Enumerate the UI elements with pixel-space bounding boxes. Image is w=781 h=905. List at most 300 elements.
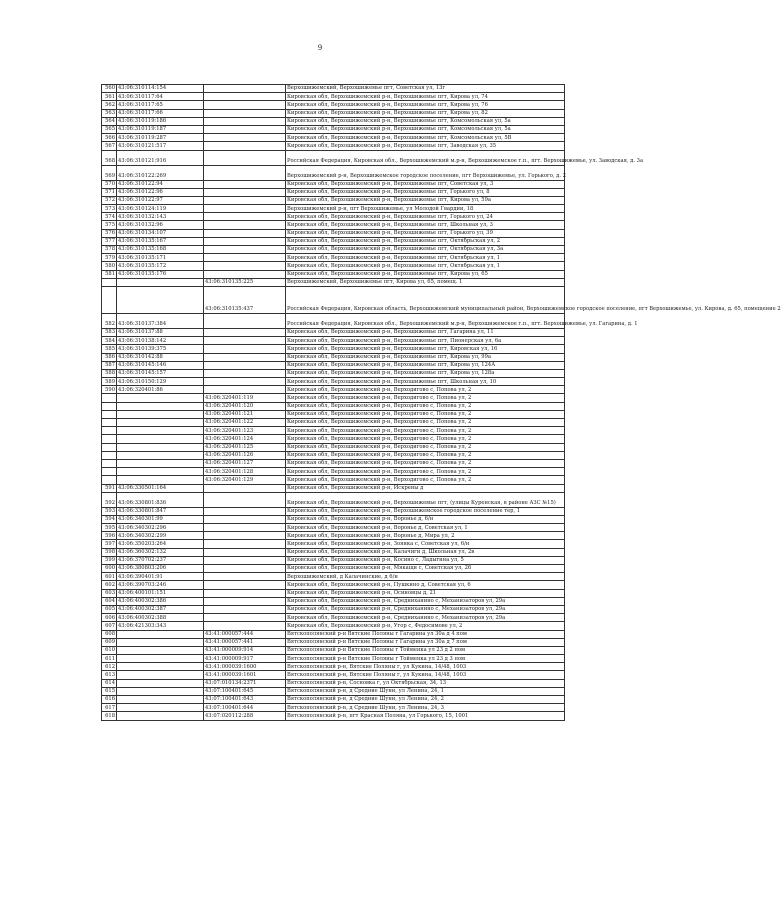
row-number	[102, 410, 117, 418]
address-cell: Кировская обл, Верхошижемский р-н, Верхошижемье пгт, Кирова ул, 124А	[286, 361, 565, 369]
cadastral-number: 43:06:310122:94	[117, 180, 204, 188]
address-cell: Кировская обл, Верхошижемский р-н, Верхошижемье пгт, Кирова ул, 59а	[286, 196, 565, 204]
address-cell: Кировская обл, Верхошижемский р-н, Верходигово с, Попова ул, 2	[286, 468, 565, 476]
row-number: 573	[102, 205, 117, 213]
sub-cadastral-number: 43:41:000057:441	[204, 638, 286, 646]
row-number: 608	[102, 630, 117, 638]
row-number	[102, 394, 117, 402]
cadastral-number	[117, 671, 204, 679]
address-cell: Российская Федерация, Кировская обл., Верхошижемский м.р-н, Верхошижемское г.п., пгт. Верхошижемье, ул. Заводская, д. 3а	[286, 150, 565, 165]
row-number: 607	[102, 622, 117, 630]
sub-cadastral-number	[204, 125, 286, 133]
sub-cadastral-number	[204, 134, 286, 142]
address-cell: Вятскополянский р-н, д Средние Шуни, ул Ленина, 24, 3	[286, 704, 565, 712]
table-row	[102, 638, 565, 646]
row-number: 606	[102, 614, 117, 622]
sub-cadastral-number: 43:06:320401:119	[204, 394, 286, 402]
sub-cadastral-number: 43:06:320401:120	[204, 402, 286, 410]
address-cell: Кировская обл, Верхошижемский р-н, Верхошижемье пгт, Кирова ул, 65	[286, 270, 565, 278]
cadastral-number	[117, 278, 204, 286]
row-number: 574	[102, 213, 117, 221]
row-number	[102, 419, 117, 427]
address-cell: Кировская обл, Верхошижемский р-н, Верходигово с, Попова ул, 2	[286, 419, 565, 427]
cadastral-number: 43:06:320401:86	[117, 386, 204, 394]
cadastral-number: 43:06:380803:206	[117, 565, 204, 573]
cadastral-number: 43:06:310132:143	[117, 213, 204, 221]
address-cell: Кировская обл, Верхошижемский р-н, Воронье д, Мира ул, 2	[286, 532, 565, 540]
row-number: 583	[102, 328, 117, 336]
cadastral-number	[117, 696, 204, 704]
sub-cadastral-number	[204, 221, 286, 229]
sub-cadastral-number: 43:41:000009:917	[204, 655, 286, 663]
row-number: 603	[102, 589, 117, 597]
row-number: 617	[102, 704, 117, 712]
row-number: 612	[102, 663, 117, 671]
table-row	[102, 581, 565, 589]
address-cell: Кировская обл, Верхошижемский р-н, Верходигово с, Попова ул, 2	[286, 427, 565, 435]
sub-cadastral-number	[204, 254, 286, 262]
address-cell: Кировская обл, Верхошижемский р-н, Верхошижемье пгт, Кирова ул, 74	[286, 93, 565, 101]
sub-cadastral-number	[204, 313, 286, 328]
row-number: 563	[102, 109, 117, 117]
row-number	[102, 459, 117, 467]
row-number	[102, 286, 117, 313]
sub-cadastral-number	[204, 581, 286, 589]
cadastral-number: 43:06:310135:172	[117, 262, 204, 270]
table-row	[102, 205, 565, 213]
table-row	[102, 369, 565, 377]
sub-cadastral-number: 43:07:020112:288	[204, 712, 286, 720]
row-number: 600	[102, 565, 117, 573]
cadastral-number: 43:06:310114:154	[117, 85, 204, 93]
address-cell: Вятскополянский р-н Вятские Поляны г Гагарина ул 30а д 7 пом	[286, 638, 565, 646]
table-row	[102, 150, 565, 165]
cadastral-number: 43:06:310119:186	[117, 117, 204, 125]
table-row	[102, 221, 565, 229]
table-row	[102, 270, 565, 278]
table-row	[102, 361, 565, 369]
sub-cadastral-number	[204, 378, 286, 386]
sub-cadastral-number	[204, 369, 286, 377]
cadastral-number	[117, 427, 204, 435]
table-row	[102, 101, 565, 109]
address-cell: Кировская обл, Верхошижемский р-н, Зоянка с, Советская ул, 6/н	[286, 540, 565, 548]
cadastral-number	[117, 638, 204, 646]
address-cell: Кировская обл, Верхошижемский р-н, Средниханино с, Механизаторов ул, 29а	[286, 605, 565, 613]
cadastral-number	[117, 476, 204, 484]
table-row	[102, 704, 565, 712]
table-row	[102, 93, 565, 101]
address-cell: Кировская обл, Верхошижемский р-н, Калачиги д, Школьная ул, 2в	[286, 548, 565, 556]
address-cell: Кировская обл, Верхошижемский р-н, Верхошижемье пгт, Пионерская ул, 6а	[286, 337, 565, 345]
address-cell: Вятскополянский р-н, Сосновка г, ул Октябрьская, 34, 13	[286, 679, 565, 687]
address-cell: Кировская обл, Верхошижемский р-н, Верходигово с, Попова ул, 2	[286, 394, 565, 402]
cadastral-number: 43:06:310135:167	[117, 237, 204, 245]
sub-cadastral-number	[204, 614, 286, 622]
address-cell: Кировская обл, Верхошижемский р-н, Верхошижемье пгт, Октябрьская ул, 2	[286, 237, 565, 245]
address-cell: Российская Федерация, Кировская обл., Верхошижемский м.р-н, Верхошижемское г.п., пгт. Верхошижемье, ул. Гагарина, д. 1	[286, 313, 565, 328]
row-number: 609	[102, 638, 117, 646]
address-cell: Кировская обл, Верхошижемский р-н, Верходигово с, Попова ул, 2	[286, 476, 565, 484]
cadastral-number: 43:06:340302:299	[117, 532, 204, 540]
address-cell: Кировская обл, Верхошижемский р-н, Верхошижемье пгт, Школьная ул, 3	[286, 221, 565, 229]
cadastral-number	[117, 655, 204, 663]
table-row	[102, 345, 565, 353]
sub-cadastral-number	[204, 142, 286, 150]
address-cell: Кировская обл, Верхошижемский р-н, Верхошижемье пгт, Кирова ул, 99а	[286, 353, 565, 361]
table-row	[102, 180, 565, 188]
table-row	[102, 246, 565, 254]
row-number: 565	[102, 125, 117, 133]
row-number: 616	[102, 696, 117, 704]
row-number: 593	[102, 507, 117, 515]
address-cell: Верхошижемский, Верхошижемье пгт, Советская ул, 13г	[286, 85, 565, 93]
row-number	[102, 278, 117, 286]
cadastral-number: 43:06:310117:66	[117, 109, 204, 117]
sub-cadastral-number	[204, 188, 286, 196]
row-number: 589	[102, 378, 117, 386]
row-number: 568	[102, 150, 117, 165]
table-row	[102, 663, 565, 671]
table-row	[102, 337, 565, 345]
address-cell: Кировская обл, Верхошижемский р-н, Верхошижемье пгт, (улицы Куренская, в районе АЗС №15)	[286, 492, 565, 507]
sub-cadastral-number	[204, 532, 286, 540]
row-number	[102, 435, 117, 443]
cadastral-number	[117, 704, 204, 712]
address-cell: Кировская обл, Верхошижемский р-н, Верхошижемье пгт, Комсомольская ул, 5а	[286, 117, 565, 125]
address-cell: Кировская обл, Верхошижемский р-н, Пушкино д, Советская ул, 6	[286, 581, 565, 589]
sub-cadastral-number: 43:07:010134:2371	[204, 679, 286, 687]
sub-cadastral-number	[204, 237, 286, 245]
table-row	[102, 196, 565, 204]
table-row	[102, 278, 565, 286]
table-row	[102, 262, 565, 270]
table-row	[102, 646, 565, 654]
cadastral-number: 43:06:310150:129	[117, 378, 204, 386]
cadastral-number: 43:06:390703:246	[117, 581, 204, 589]
table-row	[102, 313, 565, 328]
row-number	[102, 468, 117, 476]
row-number: 618	[102, 712, 117, 720]
cadastral-number	[117, 630, 204, 638]
row-number: 588	[102, 369, 117, 377]
sub-cadastral-number	[204, 150, 286, 165]
row-number: 591	[102, 484, 117, 492]
cadastral-number: 43:06:310134:107	[117, 229, 204, 237]
sub-cadastral-number: 43:41:000039:1600	[204, 663, 286, 671]
table-row	[102, 237, 565, 245]
cadastral-number: 43:06:310139:375	[117, 345, 204, 353]
sub-cadastral-number	[204, 484, 286, 492]
cadastral-number: 43:06:400302:388	[117, 614, 204, 622]
row-number: 580	[102, 262, 117, 270]
cadastral-number: 43:06:310138:142	[117, 337, 204, 345]
cadastral-number: 43:06:310132:96	[117, 221, 204, 229]
cadastral-number	[117, 679, 204, 687]
address-cell: Кировская обл, Верхошижемский р-н, Угор с, Федосимове ул, 2	[286, 622, 565, 630]
cadastral-number: 43:06:400302:386	[117, 597, 204, 605]
row-number: 590	[102, 386, 117, 394]
table-row	[102, 476, 565, 484]
sub-cadastral-number	[204, 492, 286, 507]
cadastral-number: 43:06:330801:847	[117, 507, 204, 515]
table-row	[102, 540, 565, 548]
cadastral-number: 43:06:310122:97	[117, 196, 204, 204]
table-row	[102, 468, 565, 476]
table-row	[102, 85, 565, 93]
table-row	[102, 125, 565, 133]
sub-cadastral-number	[204, 328, 286, 336]
row-number: 595	[102, 524, 117, 532]
sub-cadastral-number	[204, 622, 286, 630]
sub-cadastral-number	[204, 180, 286, 188]
table-row	[102, 671, 565, 679]
cadastral-number: 43:06:350203:264	[117, 540, 204, 548]
table-row	[102, 679, 565, 687]
cadastral-number: 43:06:390401:91	[117, 573, 204, 581]
table-row	[102, 117, 565, 125]
table-row	[102, 328, 565, 336]
sub-cadastral-number	[204, 507, 286, 515]
sub-cadastral-number	[204, 524, 286, 532]
row-number: 578	[102, 246, 117, 254]
table-row	[102, 394, 565, 402]
address-cell: Кировская обл, Верхошижемский р-н, Верхошижемское городское поселение тер, 1	[286, 507, 565, 515]
sub-cadastral-number	[204, 196, 286, 204]
row-number: 570	[102, 180, 117, 188]
address-cell: Кировская обл, Верхошижемский р-н, Воронье д, 6/н	[286, 515, 565, 523]
sub-cadastral-number: 43:41:000057:444	[204, 630, 286, 638]
row-number: 601	[102, 573, 117, 581]
address-cell: Вятскополянский р-н, Вятские Поляны г, ул Кукина, 14/48, 1003	[286, 671, 565, 679]
sub-cadastral-number	[204, 93, 286, 101]
table-row	[102, 524, 565, 532]
cadastral-number	[117, 663, 204, 671]
sub-cadastral-number: 43:06:320401:128	[204, 468, 286, 476]
row-number: 572	[102, 196, 117, 204]
address-cell: Кировская обл, Верхошижемский р-н, Искрены д	[286, 484, 565, 492]
table-row	[102, 286, 565, 313]
sub-cadastral-number	[204, 262, 286, 270]
table-row	[102, 589, 565, 597]
table-row	[102, 459, 565, 467]
sub-cadastral-number	[204, 565, 286, 573]
address-cell: Кировская обл, Верхошижемский р-н, Мякащи с, Советская ул, 26	[286, 565, 565, 573]
cadastral-number: 43:06:330501:164	[117, 484, 204, 492]
cadastral-number	[117, 402, 204, 410]
address-cell: Кировская обл, Верхошижемский р-н, Верхошижемье пгт, Кировская ул, 16	[286, 345, 565, 353]
table-row	[102, 556, 565, 564]
cadastral-number: 43:06:310135:168	[117, 246, 204, 254]
row-number: 577	[102, 237, 117, 245]
sub-cadastral-number	[204, 213, 286, 221]
table-row	[102, 188, 565, 196]
cadastral-number: 43:06:310119:287	[117, 134, 204, 142]
table-row	[102, 655, 565, 663]
cadastral-number	[117, 419, 204, 427]
row-number: 599	[102, 556, 117, 564]
address-cell: Кировская обл, Верхошижемский р-н, Верходигово с, Попова ул, 2	[286, 410, 565, 418]
table-row	[102, 605, 565, 613]
address-cell: Кировская обл, Верхошижемский р-н, Верхошижемье пгт, Горького ул, 39	[286, 229, 565, 237]
sub-cadastral-number: 43:07:100401:645	[204, 687, 286, 695]
sub-cadastral-number	[204, 270, 286, 278]
cadastral-number: 43:06:310142:88	[117, 353, 204, 361]
sub-cadastral-number	[204, 109, 286, 117]
sub-cadastral-number: 43:41:000039:1601	[204, 671, 286, 679]
row-number: 585	[102, 345, 117, 353]
cadastral-number: 43:06:310124:119	[117, 205, 204, 213]
table-row	[102, 548, 565, 556]
table-row	[102, 565, 565, 573]
table-row	[102, 410, 565, 418]
row-number: 602	[102, 581, 117, 589]
row-number: 604	[102, 597, 117, 605]
address-cell: Верхошижемский, Верхошижемье пгт, Кирова ул, 65, помещ. 1	[286, 278, 565, 286]
address-cell: Кировская обл, Верхошижемский р-н, Верходигово с, Попова ул, 2	[286, 402, 565, 410]
table-row	[102, 451, 565, 459]
address-cell: Кировская обл, Верхошижемский р-н, Верхошижемье пгт, Комсомольская ул, 5В	[286, 134, 565, 142]
sub-cadastral-number: 43:06:320401:125	[204, 443, 286, 451]
address-cell: Кировская обл, Верхошижемский р-н, Верходигово с, Попова ул, 2	[286, 459, 565, 467]
cadastral-number: 43:06:360302:132	[117, 548, 204, 556]
row-number: 594	[102, 515, 117, 523]
address-cell: Кировская обл, Верхошижемский р-н, Верходигово с, Попова ул, 2	[286, 443, 565, 451]
sub-cadastral-number: 43:41:000009:914	[204, 646, 286, 654]
table-row	[102, 687, 565, 695]
cadastral-number	[117, 646, 204, 654]
address-cell: Кировская обл, Верхошижемский р-н, Верхошижемье пгт, Октябрьская ул, 3а	[286, 246, 565, 254]
table-row	[102, 696, 565, 704]
row-number: 605	[102, 605, 117, 613]
address-cell: Кировская обл, Верхошижемский р-н, Воронье д, Советская ул, 1	[286, 524, 565, 532]
sub-cadastral-number: 43:07:100401:644	[204, 704, 286, 712]
table-row	[102, 353, 565, 361]
address-cell: Кировская обл, Верхошижемский р-н, Верходигово с, Попова ул, 2	[286, 451, 565, 459]
sub-cadastral-number	[204, 165, 286, 180]
address-cell: Кировская обл, Верхошижемский р-н, Верхошижемье пгт, Октябрьская ул, 1	[286, 262, 565, 270]
sub-cadastral-number	[204, 101, 286, 109]
row-number: 615	[102, 687, 117, 695]
cadastral-number: 43:06:330801:836	[117, 492, 204, 507]
sub-cadastral-number: 43:06:310135:437	[204, 286, 286, 313]
address-cell: Вятскополянский р-н, д Средние Шуни, ул Ленина, 24, 2	[286, 696, 565, 704]
table-row	[102, 622, 565, 630]
table-row	[102, 515, 565, 523]
row-number: 586	[102, 353, 117, 361]
cadastral-number	[117, 459, 204, 467]
row-number: 566	[102, 134, 117, 142]
address-cell: Верхошижемский, д Калачинские, д 6/н	[286, 573, 565, 581]
cadastral-number: 43:06:310137:88	[117, 328, 204, 336]
row-number: 571	[102, 188, 117, 196]
cadastral-number: 43:06:370702:237	[117, 556, 204, 564]
cadastral-number: 43:06:310122:269	[117, 165, 204, 180]
cadastral-number: 43:06:340302:296	[117, 524, 204, 532]
row-number: 582	[102, 313, 117, 328]
address-cell: Вятскополянский р-н Вятские Поляны г Тойменка ул 23 д 2 пом	[286, 646, 565, 654]
cadastral-number	[117, 712, 204, 720]
table-row	[102, 419, 565, 427]
table-row	[102, 712, 565, 720]
cadastral-number: 43:06:310145:146	[117, 361, 204, 369]
table-row	[102, 134, 565, 142]
cadastral-number: 43:06:310145:157	[117, 369, 204, 377]
sub-cadastral-number	[204, 605, 286, 613]
table-row	[102, 402, 565, 410]
address-cell: Верхошижемский р-н, пгт Верхошижемье, ул Молодой Гвардии, 18	[286, 205, 565, 213]
table-row	[102, 254, 565, 262]
address-cell: Кировская обл, Верхошижемский р-н, Верхошижемье пгт, Кирова ул, 76	[286, 101, 565, 109]
table-row	[102, 573, 565, 581]
address-cell: Кировская обл, Верхошижемский р-н, Верхошижемье пгт, Горького ул, 24	[286, 213, 565, 221]
cadastral-number: 43:06:310137:384	[117, 313, 204, 328]
cadastral-number: 43:06:310135:176	[117, 270, 204, 278]
address-cell: Кировская обл, Верхошижемский р-н, Средниханино с, Механизаторов ул, 29а	[286, 614, 565, 622]
address-cell: Кировская обл, Верхошижемский р-н, Косино с, Ладыгина ул, 5	[286, 556, 565, 564]
sub-cadastral-number	[204, 556, 286, 564]
row-number: 611	[102, 655, 117, 663]
row-number: 581	[102, 270, 117, 278]
row-number	[102, 402, 117, 410]
row-number: 596	[102, 532, 117, 540]
sub-cadastral-number: 43:06:320401:124	[204, 435, 286, 443]
address-cell: Кировская обл, Верхошижемский р-н, Верходигово с, Попова ул, 2	[286, 435, 565, 443]
sub-cadastral-number: 43:06:320401:126	[204, 451, 286, 459]
table-row	[102, 165, 565, 180]
row-number: 575	[102, 221, 117, 229]
address-cell: Кировская обл, Верхошижемский р-н, Верхошижемье пгт, Горького ул, 8	[286, 188, 565, 196]
address-cell: Верхошижемский р-н, Верхошижемское городское поселение, пгт Верхошижемье, ул. Горького, д. 2	[286, 165, 565, 180]
address-cell: Кировская обл, Верхошижемский р-н, Верхошижемье пгт, Советская ул, 3	[286, 180, 565, 188]
address-cell: Кировская обл, Верхошижемский р-н, Средниханино с, Механизаторов ул, 29а	[286, 597, 565, 605]
row-number	[102, 443, 117, 451]
cadastral-number: 43:06:310119:187	[117, 125, 204, 133]
sub-cadastral-number	[204, 597, 286, 605]
address-cell: Кировская обл, Верхошижемский р-н, Верхошижемье пгт, Кирова ул, 82	[286, 109, 565, 117]
row-number: 614	[102, 679, 117, 687]
cadastral-number: 43:06:310121:517	[117, 142, 204, 150]
sub-cadastral-number	[204, 548, 286, 556]
sub-cadastral-number: 43:06:320401:122	[204, 419, 286, 427]
table-row	[102, 630, 565, 638]
row-number: 598	[102, 548, 117, 556]
cadastral-number	[117, 687, 204, 695]
sub-cadastral-number	[204, 246, 286, 254]
row-number	[102, 476, 117, 484]
sub-cadastral-number	[204, 85, 286, 93]
table-row	[102, 386, 565, 394]
sub-cadastral-number	[204, 589, 286, 597]
page-number: 9	[317, 44, 323, 52]
sub-cadastral-number: 43:06:320401:127	[204, 459, 286, 467]
table-row	[102, 492, 565, 507]
row-number: 561	[102, 93, 117, 101]
sub-cadastral-number	[204, 345, 286, 353]
sub-cadastral-number: 43:06:320401:123	[204, 427, 286, 435]
cadastral-number: 43:06:310135:171	[117, 254, 204, 262]
address-cell: Кировская обл, Верхошижемский р-н, Верхошижемье пгт, Октябрьская ул, 1	[286, 254, 565, 262]
address-cell: Кировская обл, Верхошижемский р-н, Осиновцы д, 21	[286, 589, 565, 597]
address-cell: Кировская обл, Верхошижемский р-н, Верхошижемье пгт, Заводская ул, 35	[286, 142, 565, 150]
cadastral-number: 43:06:310117:64	[117, 93, 204, 101]
register-table-body	[102, 85, 781, 721]
cadastral-number: 43:06:310117:65	[117, 101, 204, 109]
row-number: 579	[102, 254, 117, 262]
sub-cadastral-number	[204, 515, 286, 523]
row-number: 613	[102, 671, 117, 679]
address-cell: Вятскополянский р-н Вятские Поляны г Тойменка ул 23 д 3 пом	[286, 655, 565, 663]
